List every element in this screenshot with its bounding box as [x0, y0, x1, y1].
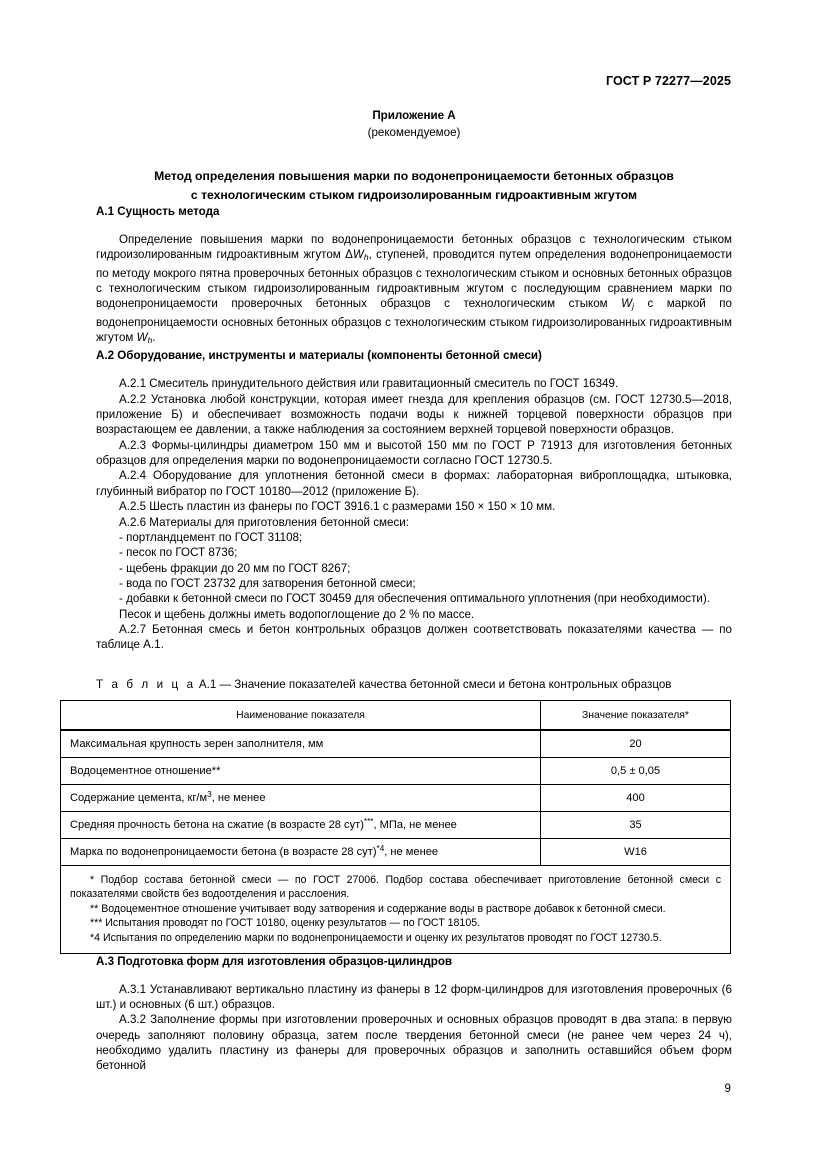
section-heading-a2: А.2 Оборудование, инструменты и материалы (компоненты бетонной смеси) [96, 349, 542, 363]
subscript-h-1: h [363, 252, 369, 263]
column-header-indicator-value: Значение показателя* [541, 700, 731, 730]
annex-title-line2: с технологическим стыком гидроизолированным гидроактивным жгутом [190, 187, 638, 202]
cell-indicator-value: 20 [541, 730, 731, 758]
table-row [61, 730, 731, 758]
table-row [61, 757, 731, 784]
cell-indicator-name [61, 811, 541, 838]
table-footnote: * Подбор состава бетонной смеси — по ГОСТ 27006. Подбор состава обеспечивает приготовление бетонной смеси с показателями свойств без водоотделения и расслоения. [70, 873, 721, 901]
cell-text-pre: Содержание цемента, кг/м [70, 791, 208, 804]
paragraph-a2-3: А.2.3 Формы-цилиндры диаметром 150 мм и высотой 150 мм по ГОСТ Р 71913 для изготовления бетонных образцов для определения марки по водонепроницаемости согласно ГОСТ 12730.5. [96, 438, 732, 468]
table-row [61, 838, 731, 865]
table-notes [61, 865, 731, 953]
paragraph-a2-2: А.2.2 Установка любой конструкции, которая имеет гнезда для крепления образцов (см. ГОСТ 12730.5—2018, приложение Б) и обеспечивает возможность подачи воды к нижней торцевой поверхности образцов при возрастающем ее давлении, а также наблюдения за состоянием верхней торцевой поверхности образцов. [96, 392, 732, 437]
material-list-item: - вода по ГОСТ 23732 для затворения бетонной смеси; [119, 576, 416, 590]
table-footnote: ** Водоцементное отношение учитывает воду затворения и содержание воды в растворе добавок к бетонной смеси. [90, 902, 666, 915]
a1-text-part3: с маркой по водонепроницаемости основных бетонных образцов с технологическим стыком гидроизолированных гидроактивным жгутом [96, 297, 733, 345]
column-header-indicator-name: Наименование показателя [61, 700, 541, 730]
cell-indicator-value: 35 [541, 811, 731, 838]
table-header-row [61, 700, 731, 730]
paragraph-a3-1: А.3.1 Устанавливают вертикально пластину из фанеры в 12 форм-цилиндров для изготовления проверочных (6 шт.) и основных (6 шт.) образцов. [96, 982, 732, 1011]
paragraph-a2-4: А.2.4 Оборудование для уплотнения бетонной смеси в формах: лабораторная виброплощадка, штыковка, глубинный вибратор по ГОСТ 10180—2012 (приложение Б). [96, 469, 732, 498]
table-caption-word: Т а б л и ц а [96, 677, 196, 691]
variable-w-delta: W [352, 248, 364, 262]
cell-superscript: 3 [207, 789, 212, 799]
cell-text-post: , не менее [211, 791, 266, 804]
annex-status: (рекомендуемое) [367, 126, 461, 139]
a1-text-part2: , ступеней, проводится путем определения водонепроницаемости по методу мокрого пятна проверочных бетонных образцов с технологическим стыком и основных бетонных образцов с технологическим стыком гидроизолированным гидроактивным жгутом с последующим сравнением марки по водонепроницаемости проверочных бетонных образцов с технологическим стыком [96, 248, 733, 311]
material-list-item: - песок по ГОСТ 8736; [119, 546, 238, 560]
cell-text-post: , не менее [384, 845, 439, 858]
variable-w-j: W [621, 297, 633, 311]
cell-indicator-value: W16 [541, 838, 731, 865]
material-list-item: - щебень фракции до 20 мм по ГОСТ 8267; [119, 561, 351, 575]
cell-superscript: *** [363, 816, 374, 826]
paragraph-a1-essence [96, 232, 732, 348]
table-footnote: *** Испытания проводят по ГОСТ 10180, оценку результатов — по ГОСТ 18105. [90, 917, 481, 930]
annex-title-line1: Метод определения повышения марки по водонепроницаемости бетонных образцов [154, 169, 674, 183]
table-caption [96, 677, 732, 692]
cell-indicator-name: Максимальная крупность зерен заполнителя, мм [61, 730, 541, 758]
subscript-h-2: h [147, 335, 153, 346]
paragraph-a2-5: А.2.5 Шесть пластин из фанеры по ГОСТ 3916.1 с размерами 150 × 150 × 10 мм. [119, 500, 556, 514]
cell-indicator-name [61, 784, 541, 811]
paragraph-a2-6-lead: А.2.6 Материалы для приготовления бетонной смеси: [119, 515, 409, 529]
table-row [61, 784, 731, 811]
variable-w-h: W [136, 331, 148, 345]
subscript-j: j [632, 301, 634, 312]
paragraph-a3-2: А.3.2 Заполнение формы при изготовлении проверочных и основных образцов проводят в два этапа: в первую очередь заполняют половину образца, затем после твердения бетонной смеси (не ранее чем через 24 ч), необходимо удалить пластину из фанеры для проверочных образцов и заполнить оставшийся объем форм бетонной [96, 1013, 732, 1073]
material-list-item: - портландцемент по ГОСТ 31108; [119, 530, 303, 544]
a1-text-part4: . [152, 331, 156, 345]
table-notes-row [61, 865, 731, 953]
table-caption-rest: А.1 — Значение показателей качества бетонной смеси и бетона контрольных образцов [195, 677, 672, 691]
cell-indicator-value: 0,5 ± 0,05 [541, 757, 731, 784]
table-row [61, 811, 731, 838]
paragraph-a2-7: А.2.7 Бетонная смесь и бетон контрольных образцов должен соответствовать показателями качества — по таблице А.1. [96, 622, 732, 652]
section-heading-a1: А.1 Сущность метода [96, 205, 220, 218]
annex-title [96, 167, 732, 204]
cell-text-pre: Марка по водонепроницаемости бетона (в возрасте 28 сут) [70, 845, 377, 858]
cell-text-pre: Средняя прочность бетона на сжатие (в возрасте 28 сут) [70, 818, 364, 831]
annex-label: Приложение А [372, 109, 456, 122]
page-number: 9 [724, 1082, 731, 1095]
paragraph-materials-note: Песок и щебень должны иметь водопоглощение до 2 % по массе. [119, 607, 475, 621]
table-footnote: *4 Испытания по определению марки по водонепроницаемости и оценку их результатов проводят по ГОСТ 12730.5. [90, 931, 662, 944]
running-header-standard-number: ГОСТ Р 72277—2025 [605, 74, 731, 88]
cell-indicator-name [61, 838, 541, 865]
cell-text-post: , МПа, не менее [373, 818, 457, 831]
a1-text-part1: Определение повышения марки по водонепроницаемости бетонных образцов с технологическим стыком гидроизолированным гидроактивным жгутом Δ [96, 233, 732, 262]
quality-indicators-table [60, 700, 731, 954]
page-content [70, 108, 733, 1074]
material-list-item: - добавки к бетонной смеси по ГОСТ 30459 для обеспечения оптимального уплотнения (при необходимости). [119, 592, 710, 606]
cell-indicator-value: 400 [541, 784, 731, 811]
cell-superscript: *4 [376, 843, 385, 853]
cell-indicator-name: Водоцементное отношение** [61, 757, 541, 784]
section-heading-a3: А.3 Подготовка форм для изготовления образцов-цилиндров [96, 954, 453, 968]
paragraph-a2-1: А.2.1 Смеситель принудительного действия или гравитационный смеситель по ГОСТ 16349. [119, 377, 619, 391]
